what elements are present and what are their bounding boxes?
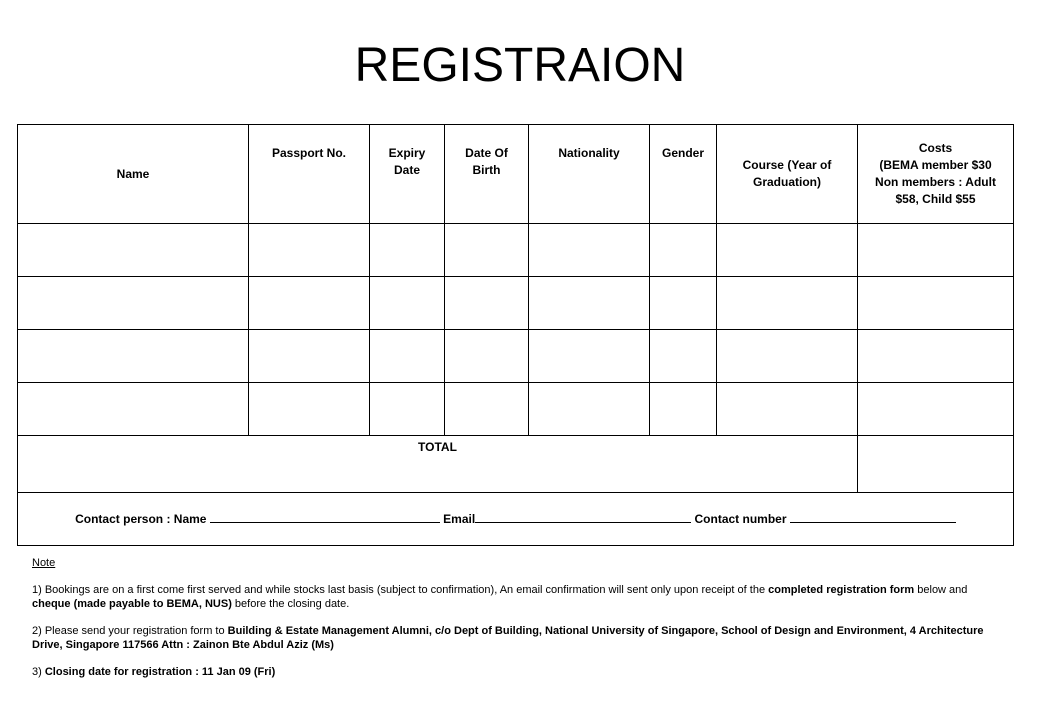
total-value-cell[interactable] [858, 436, 1014, 493]
contact-cell [18, 493, 1014, 546]
cell-expiry[interactable] [370, 383, 445, 436]
cell-costs[interactable] [858, 383, 1014, 436]
header-gender: Gender [650, 125, 717, 224]
cell-costs[interactable] [858, 277, 1014, 330]
cell-passport[interactable] [249, 277, 370, 330]
table-row [18, 277, 1014, 330]
cell-dob[interactable] [445, 277, 529, 330]
table-row [18, 330, 1014, 383]
cell-passport[interactable] [249, 224, 370, 277]
cell-gender[interactable] [650, 277, 717, 330]
cell-name[interactable] [18, 277, 249, 330]
cell-course[interactable] [717, 330, 858, 383]
cell-gender[interactable] [650, 224, 717, 277]
total-row [18, 436, 1014, 493]
cell-name[interactable] [18, 330, 249, 383]
cell-nationality[interactable] [529, 383, 650, 436]
header-date-of-birth: Date Of Birth [445, 125, 529, 224]
total-label: TOTAL [18, 436, 858, 493]
header-row [18, 125, 1014, 224]
notes-section [32, 556, 1002, 692]
contact-row [18, 493, 1014, 546]
cell-dob[interactable] [445, 383, 529, 436]
contact-number-field[interactable] [790, 512, 956, 523]
cell-dob[interactable] [445, 330, 529, 383]
cell-nationality[interactable] [529, 277, 650, 330]
cell-course[interactable] [717, 277, 858, 330]
cell-course[interactable] [717, 224, 858, 277]
contact-name-label: Contact person : Name [75, 512, 207, 526]
header-course: Course (Year of Graduation) [717, 125, 858, 224]
cell-dob[interactable] [445, 224, 529, 277]
cell-passport[interactable] [249, 330, 370, 383]
cell-costs[interactable] [858, 330, 1014, 383]
header-nationality: Nationality [529, 125, 650, 224]
header-costs: Costs (BEMA member $30 Non members : Adult $58, Child $55 [858, 125, 1014, 224]
cell-gender[interactable] [650, 383, 717, 436]
contact-email-label: Email [443, 512, 476, 526]
cell-course[interactable] [717, 383, 858, 436]
header-expiry-date: Expiry Date [370, 125, 445, 224]
note-2: 2) Please send your registration form to Building & Estate Management Alumni, c/o Dept of Building, National University of Singapore, School of Design and Environment, 4 Architecture Drive, Singapore 117566 Attn : Zainon Bte Abdul Aziz (Ms) [32, 625, 984, 651]
registration-table [17, 124, 1014, 546]
cell-gender[interactable] [650, 330, 717, 383]
cell-costs[interactable] [858, 224, 1014, 277]
cell-passport[interactable] [249, 383, 370, 436]
cell-expiry[interactable] [370, 277, 445, 330]
contact-email-field[interactable] [475, 512, 691, 523]
header-name: Name [18, 125, 249, 224]
contact-number-label: Contact number [694, 512, 787, 526]
contact-name-field[interactable] [210, 512, 440, 523]
cell-nationality[interactable] [529, 330, 650, 383]
note-heading: Note [32, 557, 56, 569]
cell-name[interactable] [18, 383, 249, 436]
table-row [18, 224, 1014, 277]
table-row [18, 383, 1014, 436]
note-3: 3) Closing date for registration : 11 Jan 09 (Fri) [32, 666, 276, 678]
cell-expiry[interactable] [370, 224, 445, 277]
header-passport: Passport No. [249, 125, 370, 224]
page-title: REGISTRAION [354, 39, 686, 92]
cell-name[interactable] [18, 224, 249, 277]
cell-expiry[interactable] [370, 330, 445, 383]
cell-nationality[interactable] [529, 224, 650, 277]
note-1: 1) Bookings are on a first come first served and while stocks last basis (subject to confirmation), An email confirmation will sent only upon receipt of the completed registration form below and cheque (made payable to BEMA, NUS) before the closing date. [32, 584, 968, 610]
